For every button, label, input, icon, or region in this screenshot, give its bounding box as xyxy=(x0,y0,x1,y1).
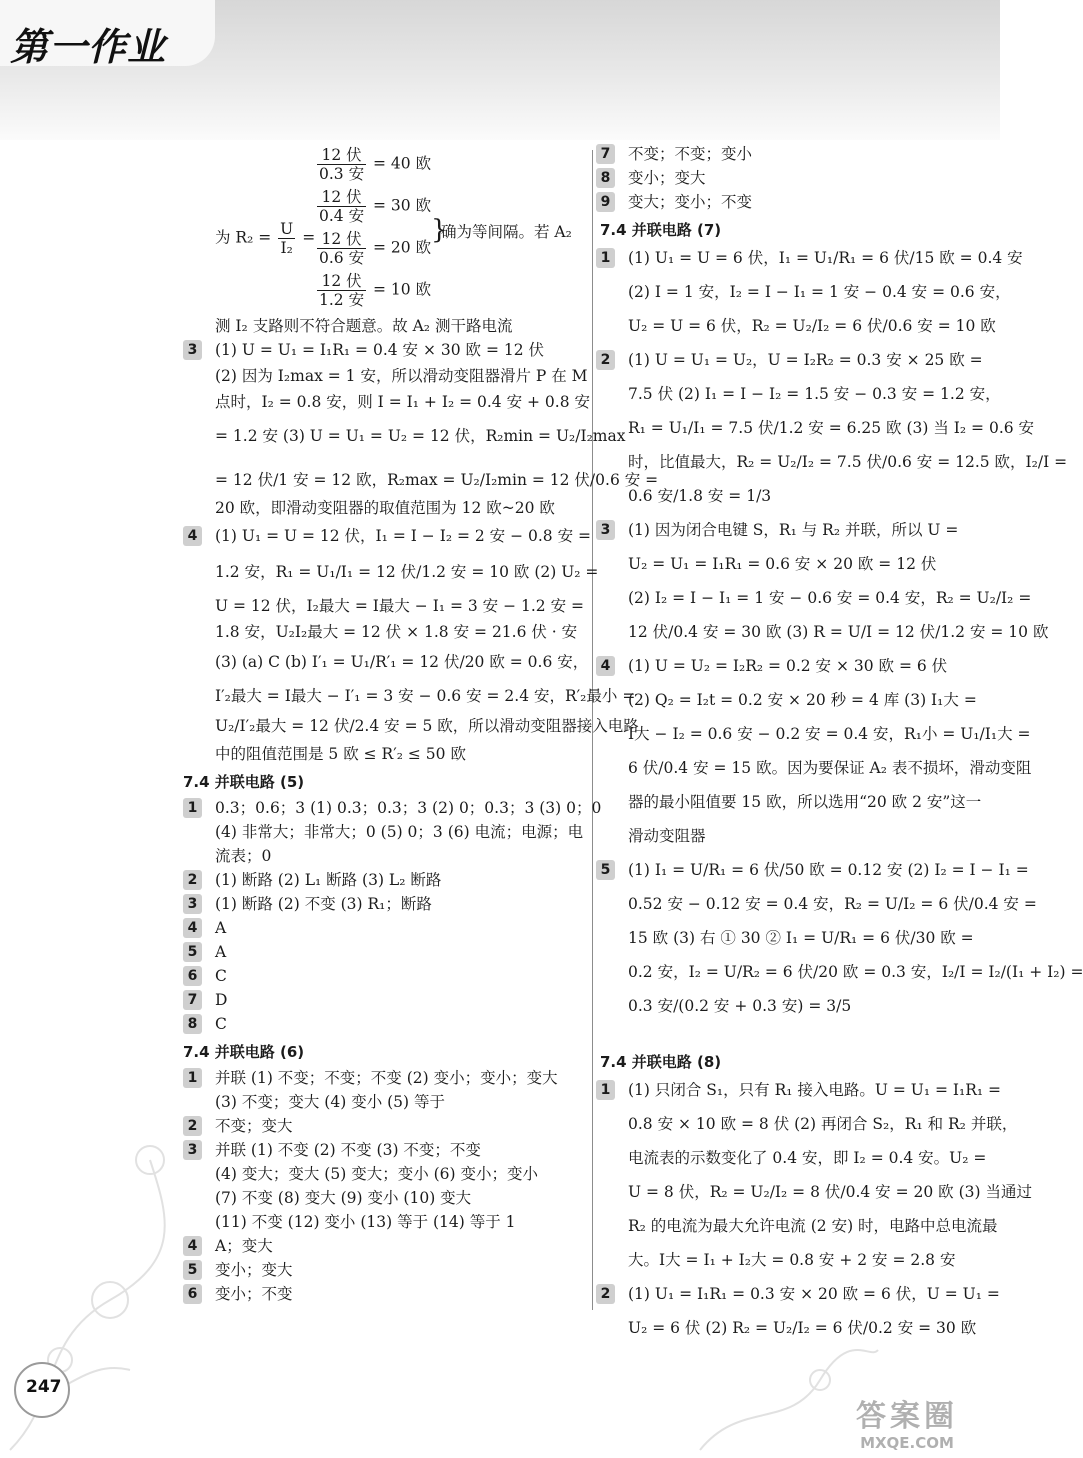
answer-line: A；变大 xyxy=(215,1237,273,1255)
answer-line: 不变；变大 xyxy=(215,1117,293,1135)
answer-line: 变小；变大 xyxy=(628,169,706,187)
brand-title: 第一作业 xyxy=(10,24,167,69)
question-number: 1 xyxy=(596,248,615,268)
answer-line: (1) 因为闭合电键 S，R₁ 与 R₂ 并联，所以 U = xyxy=(628,521,959,539)
text-line: 20 欧，即滑动变阻器的取值范围为 12 欧~20 欧 xyxy=(215,499,555,517)
q2-fraction-4: $\frac{\text{12 伏}}{\text{1.2 安}}$ = 10 欧 xyxy=(319,272,432,309)
answer-line: R₂ 的电流为最大允许电流 (2 安) 时，电路中总电流最 xyxy=(628,1217,998,1235)
answer-line: R₁ = U₁/I₁ = 7.5 伏/1.2 安 = 6.25 欧 (3) 当 I₂ = 0.6 安 xyxy=(628,419,1035,437)
answer-line: 0.6 安/1.8 安 = 1/3 xyxy=(628,487,772,505)
question-number: 4 xyxy=(183,526,202,546)
q2-line: 测 I₂ 支路则不符合题意。故 A₂ 测干路电流 xyxy=(215,317,513,335)
answer-line: 12 伏/0.4 安 = 30 欧 (3) R = U/I = 12 伏/1.2 安 = 10 欧 xyxy=(628,623,1049,641)
answer-line: (2) Q₂ = I₂t = 0.2 安 × 20 秒 = 4 库 (3) I₁大 = xyxy=(628,691,977,709)
answer-line: 6 伏/0.4 安 = 15 欧。因为要保证 A₂ 表不损坏，滑动变阻 xyxy=(628,759,1032,777)
answer-line: 变小；变大 xyxy=(215,1261,293,1279)
answer-line: (4) 变大；变大 (5) 变大；变小 (6) 变小；变小 xyxy=(215,1165,539,1183)
question-number: 5 xyxy=(596,860,615,880)
question-number: 2 xyxy=(183,1116,202,1136)
text-line: (1) U₁ = U = 12 伏，I₁ = I − I₂ = 2 安 − 0.8 安 = xyxy=(215,527,591,545)
answer-line: 0.3 安/(0.2 安 + 0.3 安) = 3/5 xyxy=(628,997,852,1015)
q2-fraction-3: $\frac{\text{12 伏}}{\text{0.6 安}}$ = 20 欧 xyxy=(319,230,432,267)
answer-line: 0.2 安，I₂ = U/R₂ = 6 伏/20 欧 = 0.3 安，I₂/I = I₂/(I₁ + I₂) = xyxy=(628,963,1083,981)
answer-line: 变大；变小；不变 xyxy=(628,193,753,211)
answer-line: U = 8 伏，R₂ = U₂/I₂ = 8 伏/0.4 安 = 20 欧 (3) 当通过 xyxy=(628,1183,1032,1201)
answer-line: (7) 不变 (8) 变大 (9) 变小 (10) 变大 xyxy=(215,1189,472,1207)
answer-line: (1) 断路 (2) 不变 (3) R₁；断路 xyxy=(215,895,432,913)
answer-line: (1) U₁ = I₁R₁ = 0.3 安 × 20 欧 = 6 伏，U = U₁ = xyxy=(628,1285,1000,1303)
question-number: 8 xyxy=(183,1014,202,1034)
text-line: (3) (a) C (b) I′₁ = U₁/R′₁ = 12 伏/20 欧 = 0.6 安， xyxy=(215,653,589,671)
section-title-7: 7.4 并联电路 (7) xyxy=(600,221,722,239)
text-line: = 12 伏/1 安 = 12 欧，R₂max = U₂/I₂min = 12 伏/0.6 安 = xyxy=(215,471,659,489)
question-number: 9 xyxy=(596,192,615,212)
answer-line: 时，比值最大，R₂ = U₂/I₂ = 7.5 伏/0.6 安 = 12.5 欧，I₂/I = xyxy=(628,453,1068,471)
brace: } xyxy=(431,215,448,245)
q2-tail: 确为等间隔。若 A₂ xyxy=(441,223,572,241)
page-number: 247 xyxy=(26,1377,62,1397)
text-line: = 1.2 安 (3) U = U₁ = U₂ = 12 伏，R₂min = U₂/I₂max xyxy=(215,427,626,445)
answer-line: U₂ = 6 伏 (2) R₂ = U₂/I₂ = 6 伏/0.2 安 = 30 欧 xyxy=(628,1319,977,1337)
section-title-8: 7.4 并联电路 (8) xyxy=(600,1053,722,1071)
section-title-6: 7.4 并联电路 (6) xyxy=(183,1043,305,1061)
text-line: U = 12 伏，I₂最大 = I最大 − I₁ = 3 安 − 1.2 安 = xyxy=(215,597,584,615)
answer-line: U₂ = U₁ = I₁R₁ = 0.6 安 × 20 欧 = 12 伏 xyxy=(628,555,937,573)
answer-line: (11) 不变 (12) 变小 (13) 等于 (14) 等于 1 xyxy=(215,1213,516,1231)
answer-line: (1) 断路 (2) L₁ 断路 (3) L₂ 断路 xyxy=(215,871,442,889)
question-number: 7 xyxy=(596,144,615,164)
question-number: 3 xyxy=(183,1140,202,1160)
question-number: 4 xyxy=(183,918,202,938)
question-number: 1 xyxy=(183,1068,202,1088)
answer-line: D xyxy=(215,991,228,1009)
text-line: 1.2 安，R₁ = U₁/I₁ = 12 伏/1.2 安 = 10 欧 (2) U₂ = xyxy=(215,563,599,581)
question-number: 3 xyxy=(596,520,615,540)
question-number: 8 xyxy=(596,168,615,188)
question-number: 2 xyxy=(596,1284,615,1304)
question-number: 2 xyxy=(183,870,202,890)
text-line: U₂/I′₂最大 = 12 伏/2.4 安 = 5 欧，所以滑动变阻器接入电路 xyxy=(215,717,639,735)
answer-line: 不变；不变；变小 xyxy=(628,145,753,163)
answer-line: (1) U = U₂ = I₂R₂ = 0.2 安 × 30 欧 = 6 伏 xyxy=(628,657,948,675)
question-number: 6 xyxy=(183,1284,202,1304)
answer-line: (4) 非常大；非常大；0 (5) 0；3 (6) 电流；电源；电 xyxy=(215,823,584,841)
q2-fraction-2: $\frac{\text{12 伏}}{\text{0.4 安}}$ = 30 欧 xyxy=(319,188,432,225)
question-number: 4 xyxy=(183,1236,202,1256)
header-tab xyxy=(0,0,215,69)
answer-line: 15 欧 (3) 右 ① 30 ② I₁ = U/R₁ = 6 伏/30 欧 = xyxy=(628,929,974,947)
answer-line: (1) I₁ = U/R₁ = 6 伏/50 欧 = 0.12 安 (2) I₂ = I − I₁ = xyxy=(628,861,1029,879)
watermark-line-1: 答案圈 xyxy=(856,1399,958,1434)
answer-line: 电流表的示数变化了 0.4 安，即 I₂ = 0.4 安。U₂ = xyxy=(628,1149,987,1167)
question-number: 7 xyxy=(183,990,202,1010)
text-line: 1.8 安，U₂I₂最大 = 12 伏 × 1.8 安 = 21.6 伏 · 安 xyxy=(215,623,578,641)
question-number: 3 xyxy=(183,340,202,360)
answer-line: 0.52 安 − 0.12 安 = 0.4 安，R₂ = U/I₂ = 6 伏/0.4 安 = xyxy=(628,895,1037,913)
section-title-5: 7.4 并联电路 (5) xyxy=(183,773,305,791)
answer-line: A xyxy=(215,919,227,937)
answer-line: I大 − I₂ = 0.6 安 − 0.2 安 = 0.4 安，R₁小 = U₁/I₁大 = xyxy=(628,725,1031,743)
answer-line: C xyxy=(215,1015,227,1033)
answer-line: 流表；0 xyxy=(215,847,272,865)
answer-line: 0.8 安 × 10 欧 = 8 伏 (2) 再闭合 S₂，R₁ 和 R₂ 并联， xyxy=(628,1115,1018,1133)
question-number: 1 xyxy=(596,1080,615,1100)
answer-line: (1) U₁ = U = 6 伏，I₁ = U₁/R₁ = 6 伏/15 欧 = 0.4 安 xyxy=(628,249,1023,267)
question-number: 1 xyxy=(183,798,202,818)
q2-prefix: 为 R₂ = $\frac{U}{\text{I₂}}$ = xyxy=(215,220,316,257)
answer-line: 并联 (1) 不变 (2) 不变 (3) 不变；不变 xyxy=(215,1141,481,1159)
answer-line: C xyxy=(215,967,227,985)
answer-line: (2) I₂ = I − I₁ = 1 安 − 0.6 安 = 0.4 安，R₂ = U₂/I₂ = xyxy=(628,589,1032,607)
text-line: I′₂最大 = I最大 − I′₁ = 3 安 − 0.6 安 = 2.4 安，R′₂最小 = xyxy=(215,687,636,705)
answer-line: 大。I大 = I₁ + I₂大 = 0.8 安 + 2 安 = 2.8 安 xyxy=(628,1251,956,1269)
answer-line: 滑动变阻器 xyxy=(628,827,706,845)
answer-line: 器的最小阻值要 15 欧，所以选用“20 欧 2 安”这一 xyxy=(628,793,982,811)
question-number: 2 xyxy=(596,350,615,370)
answer-line: 7.5 伏 (2) I₁ = I − I₂ = 1.5 安 − 0.3 安 = 1.2 安， xyxy=(628,385,1001,403)
answer-line: 0.3；0.6；3 (1) 0.3；0.3；3 (2) 0；0.3；3 (3) 0；0 xyxy=(215,799,602,817)
question-number: 5 xyxy=(183,942,202,962)
watermark xyxy=(822,1400,992,1454)
q2-fraction-1: $\frac{\text{12 伏}}{\text{0.3 安}}$ = 40 欧 xyxy=(319,146,432,183)
answer-line: (1) 只闭合 S₁，只有 R₁ 接入电路。U = U₁ = I₁R₁ = xyxy=(628,1081,1002,1099)
answer-line: (2) I = 1 安，I₂ = I − I₁ = 1 安 − 0.4 安 = 0.6 安， xyxy=(628,283,1011,301)
answer-line: U₂ = U = 6 伏，R₂ = U₂/I₂ = 6 伏/0.6 安 = 10 欧 xyxy=(628,317,996,335)
text-line: (2) 因为 I₂max = 1 安，所以滑动变阻器滑片 P 在 M xyxy=(215,367,588,385)
watermark-line-2: MXQE.COM xyxy=(860,1434,954,1452)
answer-line: (3) 不变；变大 (4) 变小 (5) 等于 xyxy=(215,1093,446,1111)
question-number: 5 xyxy=(183,1260,202,1280)
text-line: 点时，I₂ = 0.8 安，则 I = I₁ + I₂ = 0.4 安 + 0.8 安 xyxy=(215,393,590,411)
answer-line: 并联 (1) 不变；不变；不变 (2) 变小；变小；变大 xyxy=(215,1069,558,1087)
answer-line: (1) U = U₁ = U₂，U = I₂R₂ = 0.3 安 × 25 欧 = xyxy=(628,351,983,369)
answer-line: A xyxy=(215,943,227,961)
question-number: 3 xyxy=(183,894,202,914)
question-number: 4 xyxy=(596,656,615,676)
question-number: 6 xyxy=(183,966,202,986)
answer-line: 变小；不变 xyxy=(215,1285,293,1303)
text-line: (1) U = U₁ = I₁R₁ = 0.4 安 × 30 欧 = 12 伏 xyxy=(215,341,545,359)
text-line: 中的阻值范围是 5 欧 ≤ R′₂ ≤ 50 欧 xyxy=(215,745,466,763)
